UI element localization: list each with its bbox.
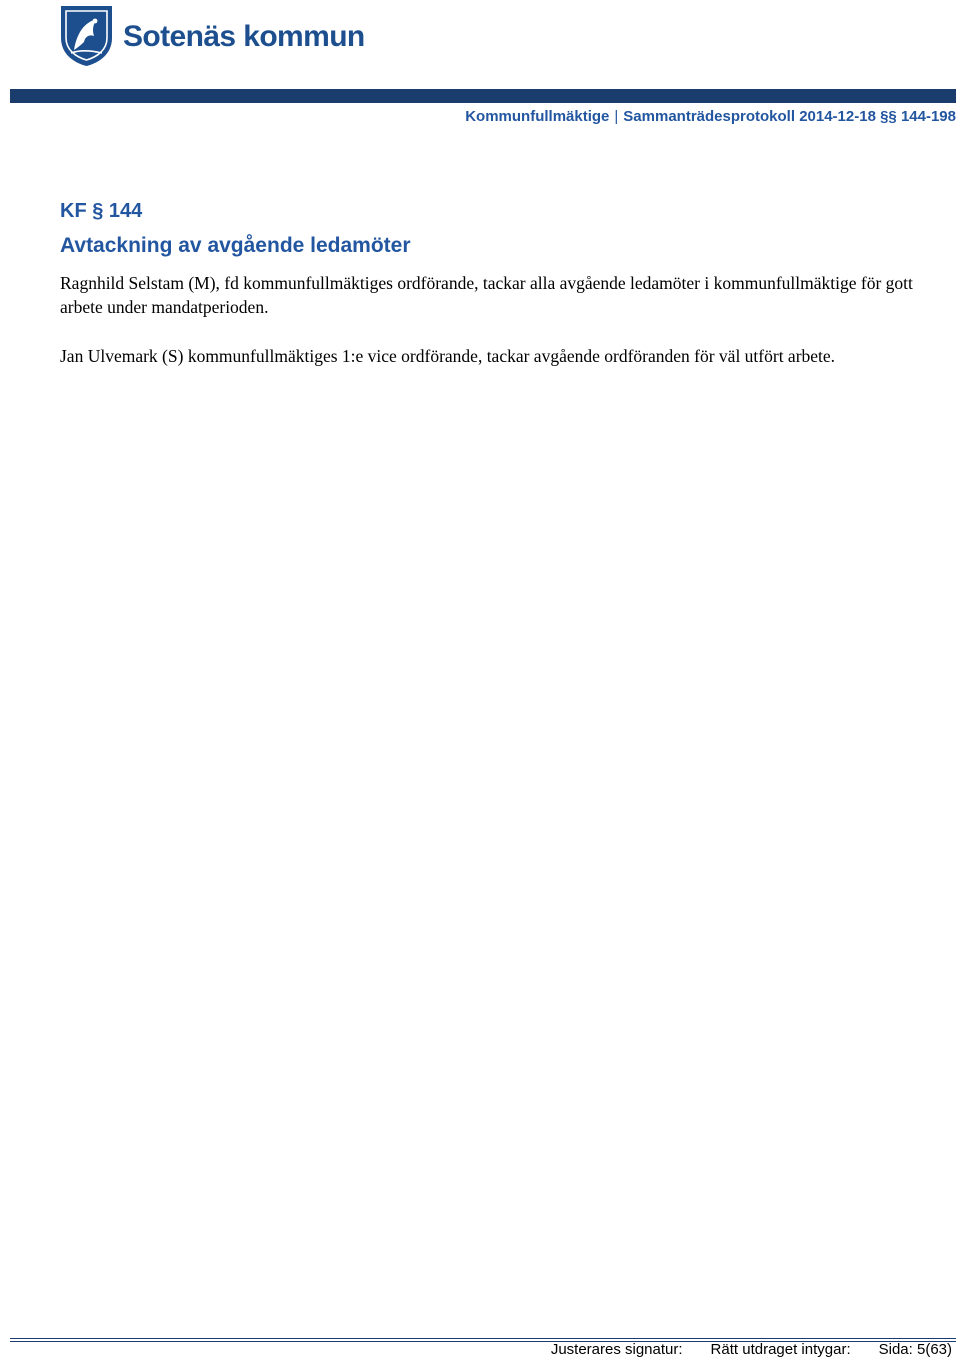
municipality-logo (59, 4, 365, 68)
footer-page-number: Sida: 5(63) (878, 1341, 952, 1358)
municipal-shield-crest-icon (59, 4, 114, 68)
footer-certified-extract: Rätt utdraget intygar: (710, 1341, 851, 1358)
running-header-doc-type: Sammanträdesprotokoll (623, 108, 796, 125)
running-header-date: 2014-12-18 (799, 108, 876, 125)
section-title: Avtackning av avgående ledamöter (60, 234, 411, 257)
running-header-separator: | (614, 108, 619, 125)
running-header-body: Kommunfullmäktige (465, 108, 610, 125)
footer-adjuster-signature: Justerares signatur: (550, 1341, 683, 1358)
logo-text: Sotenäs kommun (123, 20, 365, 53)
running-header (465, 108, 956, 125)
running-header-sections: §§ 144-198 (880, 108, 956, 125)
paragraph: Ragnhild Selstam (M), fd kommunfullmäktiges ordförande, tackar alla avgående ledamöter i kommunfullmäktige för gott arbete under mandatperioden. (60, 273, 913, 317)
paragraph: Jan Ulvemark (S) kommunfullmäktiges 1:e vice ordförande, tackar avgående ordföranden för väl utfört arbete. (60, 346, 836, 366)
header-bar (10, 89, 956, 103)
section-number: KF § 144 (60, 200, 143, 222)
footer-rule (10, 1338, 956, 1339)
footer (523, 1340, 952, 1359)
